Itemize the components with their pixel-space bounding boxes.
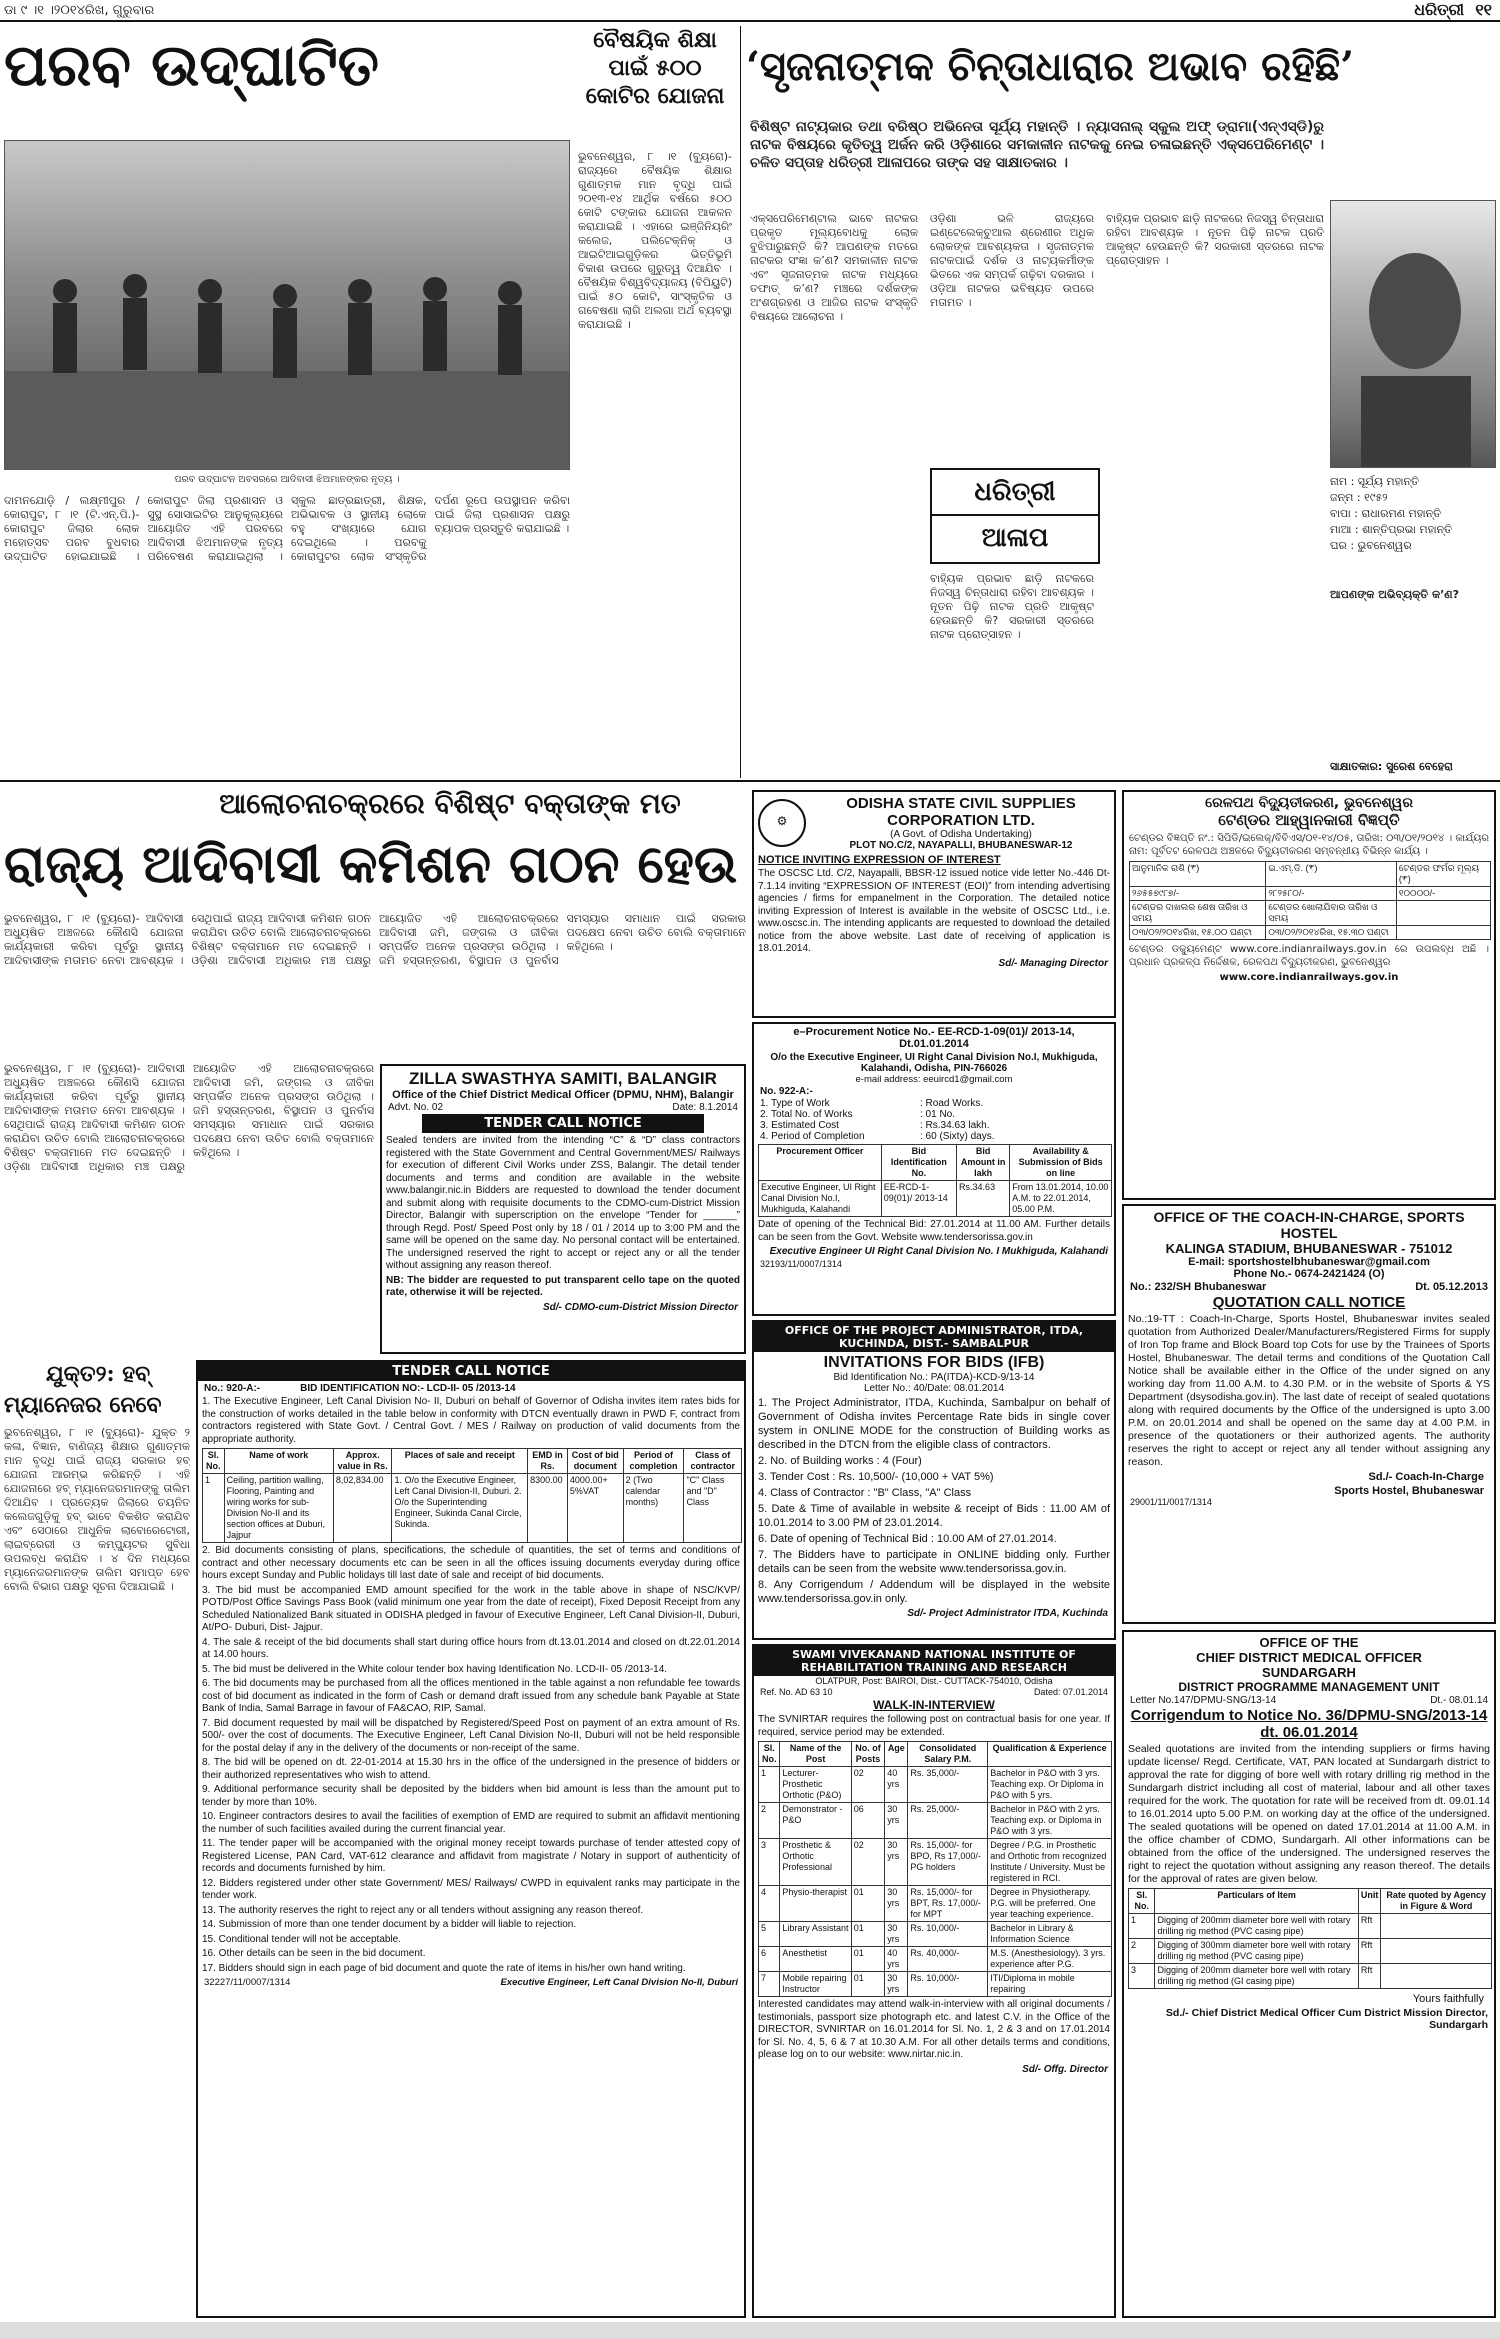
svn-row [759,1767,1112,1803]
ad-duburi-tender [196,1360,746,2318]
svn-row-cell: 30 yrs [885,1839,908,1886]
sng-row-cell: Rft [1358,1939,1381,1964]
railway-table [1129,861,1491,940]
zss-bar: TENDER CALL NOTICE [422,1114,704,1133]
svn-row-cell: 3 [759,1839,780,1886]
oscsc-body: The OSCSC Ltd. C/2, Nayapalli, BBSR-12 issued notice vide letter No.-446 Dt-7.1.14 inviting “EXPRESSION OF INTEREST (EOI)” from intending advertising agencies / firms for empanelment in the Corporation. The detailed notice inviting Expression of Interest is available in the website of OSCSC Ltd., i.e. www.oscsc.in. The intending applicants are requested to download the detailed notice from the above website. Last date of receiving of application is 18.01.2014. [758,868,1110,954]
railway-row-cell: ଟେଣ୍ଡର ଦାଖଲର ଶେଷ ତାରିଖ ଓ ସମୟ [1130,901,1266,926]
eproc-col-header: Availability & Submission of Bids on line [1010,1145,1112,1181]
oscsc-title2: CORPORATION LTD. [887,812,1035,829]
story1-photo [4,140,570,470]
itda-bid-id: Bid Identification No.: PA(ITDA)-KCD-9/13-14 [833,1372,1035,1383]
railway-row-cell: ୦୩/୦୨/୨୦୧୪ରିଖ, ୧୫.୩୦ ଘଣ୍ଟା [1266,926,1397,940]
svn-row-cell: 40 yrs [885,1767,908,1803]
eproc-no: No. 922-A:- [760,1086,813,1097]
dancers-illustration [5,141,570,470]
profile-box: ନାମ : ସୂର୍ଯ୍ୟ ମହାନ୍ତି ଜନ୍ମ : ୧୯୫୨ ବାପା : ରାଧାରମଣ ମହାନ୍ତି ମାଆ : ଶାନ୍ତିପ୍ରଭା ମହାନ୍ତି ଘର : ଭୁବନେଶ୍ୱର [1330,475,1453,552]
sng-col-header: Particulars of Item [1155,1889,1358,1914]
railway-row [1130,901,1491,926]
story3-kicker: ଆଲୋଚନାଚକ୍ରରେ ବିଶିଷ୍ଟ ବକ୍ତାଙ୍କ ମତ [219,787,681,820]
sports-no: No.: 232/SH Bhubaneswar [1130,1281,1267,1293]
sng-row-cell: Rft [1358,1914,1381,1939]
eproc-detail-value: : Rs.34.63 lakh. [920,1120,990,1131]
duburi-item: 4. The sale & receipt of the bid documents shall start during office hours from dt.13.01.2014 and closed on dt.22.01.2014 at 14.00 hours. [202,1636,740,1660]
itda-item: 6. Date of opening of Technical Bid : 10.00 AM of 27.01.2014. [758,1533,1057,1545]
itda-item: 1. The Project Administrator, ITDA, Kuchinda, Sambalpur on behalf of Government of Odisha invites Percentage Rate bids in single cover system in ONLINE MODE for the construction of Building works as described in the DTCN from the eligible class of contractors. [758,1397,1110,1451]
railway-row-cell: ଟେଣ୍ଡର ଫର୍ମର ମୂଲ୍ୟ (₹) [1396,862,1490,887]
profile-name-label: ନାମ [1330,475,1348,488]
sports-body: No.:19-TT : Coach-In-Charge, Sports Hostel, Bhubaneswar invites sealed quotation from Authorized Dealer/Manufacturers/Registered Firms for supply of Iron Top frame and Block Board top Cots for use by the Trainees of Sports Hostel, Bhubaneswar. The detail terms and conditions of the Quotation Call Notice shall be available either in the Office of the under signed on any working day from 11.00 A.M. to 4.30 P.M. or in the website of Sports & YS Department (dsysodisha.gov.in). The last date of receipt of sealed quotations along with required documents by the Office of the undersigned is upto 3.00 P.M. on 20.01.2014 and shall be opened on the same day at 4.00 P.M. in presence of the quotationers or their authorized agents. The authority reserves the right to accept or reject any all tender without assigning any reason. [1128,1313,1490,1468]
story4-body: ଭୁବନେଶ୍ୱର, ୮ ।୧ (ବ୍ୟୁରୋ)- ଯୁକ୍ତ ୨ କଳା, ବିଜ୍ଞାନ, ବାଣିଜ୍ୟ ଶିକ୍ଷାର ଗୁଣାତ୍ମକ ମାନ ବୃଦ୍ଧି ପାଇଁ ରାଜ୍ୟ ସରକାର ହବ୍‌ ଯୋଜନା ଆରମ୍ଭ କରିଛନ୍ତି । ଏହି ଯୋଜନାରେ ହବ୍‌ ମ୍ୟାନେଜରମାନଙ୍କୁ ତାଲିମ ଦିଆଯିବ । ପ୍ରତ୍ୟେକ ଜିଲାରେ ଚୟନିତ କଲେଜଗୁଡ଼ିକୁ ହବ୍‌ ଭାବେ ବିକଶିତ କରାଯିବ ଏବଂ ସେଠାରେ ଆଧୁନିକ ଲାବୋରେଟୋରୀ, ଲାଇବ୍ରେରୀ ଓ କମ୍ପ୍ୟୁଟର ସୁବିଧା ଉପଲବ୍ଧ କରାଯିବ । ୪ ଦିନ ମଧ୍ୟରେ ମ୍ୟାନେଜରମାନଙ୍କ ତାଲିମ ସମାପ୍ତ ହେବ ବୋଲି ବିଭାଗ ପକ୍ଷରୁ ସୂଚନା ଦିଆଯାଇଛି । [4,1426,190,1593]
sng-col-header: Unit [1358,1889,1381,1914]
ad-eprocurement [752,1022,1116,1316]
svn-row [759,1972,1112,1997]
story4-headline: ମ୍ୟାନେଜର ନେବେ [4,1392,162,1418]
duburi-item: 6. The bid documents may be purchased from all the offices mentioned in the table against a non refundable fee towards cost of bid document as indicated in the form of Cash or demand draft issued from any schedule bank Payable at State Bank of India, Samal Barrage in favour of FA&CAO, RIP, Samal. [202,1678,740,1714]
duburi-item: 11. The tender paper will be accompanied with the original money receipt towards purchase of tender attested copy of Registered License, PAN Card, VAT-612 clearance and affidavit from magistrate / Notary in support of authenticity of records and documents furnished by him. [202,1838,740,1874]
svn-heading: WALK-IN-INTERVIEW [873,1698,995,1712]
sng-t2: CHIEF DISTRICT MEDICAL OFFICER [1196,1650,1422,1665]
ad-svnirtar [752,1644,1116,2318]
svn-row-cell: Degree in Physiotherapy. P.G. will be preferred. One year teaching experience. [988,1886,1112,1922]
duburi-item: 15. Conditional tender will not be acceptable. [202,1933,402,1945]
profile-mother: ଶାନ୍ତିପ୍ରଭା ମହାନ୍ତି [1362,523,1453,536]
sng-row-cell: 2 [1129,1939,1155,1964]
itda-heading: INVITATIONS FOR BIDS (IFB) [823,1354,1045,1371]
duburi-cell: 2 (Two calendar months) [623,1474,684,1543]
railway-row-cell: ୨୬୫୫୭୯୮୭/- [1130,887,1266,901]
eproc-detail-key: 4. Period of Completion [760,1131,865,1142]
duburi-item: 13. The authority reserves the right to reject any or all tenders without assigning any reason thereof. [202,1904,644,1916]
eproc-detail-row [760,1131,1108,1142]
sng-row-cell: Digging of 300mm diameter bore well with rotary drilling rig method (PVC casing pipe) [1155,1939,1358,1964]
interview-question: ଆପଣଙ୍କ ଅଭିବ୍ୟକ୍ତି କ’ଣ? [1330,588,1459,601]
sports-sign1: Sd./- Coach-In-Charge [1368,1471,1484,1483]
sng-yours: Yours faithfully [1412,1993,1484,2005]
dharitri-alap-badge [930,468,1100,564]
profile-father: ରାଧାରମଣ ମହାନ୍ତି [1361,507,1442,520]
svn-date: Dated: 07.01.2014 [1033,1687,1108,1697]
svn-row [759,1886,1112,1922]
sng-row [1129,1964,1492,1989]
story2-headline: ବୈଷୟିକ ଶିକ୍ଷା ପାଇଁ ୫୦୦ କୋଟିର ଯୋଜନା [585,27,725,109]
profile-name: ସୂର୍ଯ୍ୟ ମହାନ୍ତି [1357,475,1419,488]
svn-row-cell: M.S. (Anesthesiology). 3 yrs. experience after P.G. [988,1947,1112,1972]
duburi-col-header: Period of completion [623,1449,684,1474]
zss-nb: NB: The bidder are requested to put transparent cello tape on the quoted rate, otherwise it will be rejected. [386,1274,740,1298]
eproc-cell: EE-RCD-1-09(01)/ 2013-14 [881,1181,956,1217]
eproc-detail-row [760,1120,1108,1131]
duburi-item1: 1. The Executive Engineer, Left Canal Division No- II, Duburi on behalf of Governor of Odisha invites item rates bids for the construction of works detailed in the table below in conformity with DTCN eventually drawn in PWD F, contract from contractors registered with State Govt. / Central Govt. / MES / Railway on production of valid documents from the appropriate authority. [202,1396,740,1445]
profile-father-label: ବାପା [1330,507,1351,520]
railway-foot: ଟେଣ୍ଡର ଡକ୍ୟୁମେଣ୍ଟ www.core.indianrailways.gov.in ରେ ଉପଲବ୍ଧ ଅଛି । ପ୍ରଧାନ ପ୍ରକଳ୍ପ ନିର୍ଦ୍ଦେଶକ, ରେଳପଥ ବିଦ୍ୟୁତୀକରଣ, ଭୁବନେଶ୍ୱର [1129,944,1489,968]
svn-row-cell: 01 [851,1947,885,1972]
svn-row-cell: Rs. 25,000/- [908,1803,988,1839]
duburi-col-header: Name of work [224,1449,333,1474]
svn-row-cell: ITI/Diploma in mobile repairing [988,1972,1112,1997]
interview-col2b: ବାହ୍ୟିକ ପ୍ରଭାବ ଛାଡ଼ି ନାଟକରେ ନିଜସ୍ୱ ଚିନ୍ତାଧାରା ରହିବା ଆବଶ୍ୟକ । ନୂତନ ପିଢ଼ି ନାଟକ ପ୍ରତି ଆକୃଷ୍ଟ ହେଉଛନ୍ତି କି? ସରକାରୀ ସ୍ତରରେ ନାଟକ ପ୍ରୋତ୍ସାହନ । [930,572,1094,641]
railway-heading2: ଟେଣ୍ଡର ଆହ୍ୱାନକାରୀ ବିଜ୍ଞପ୍ତି [1218,811,1400,829]
svn-row-cell: Rs. 10,000/- [908,1972,988,1997]
sng-sign: Sd./- Chief District Medical Officer Cum District Mission Director, Sundargarh [1165,2007,1488,2031]
duburi-item: 2. Bid documents consisting of plans, specifications, the schedule of quantities, the set of terms and conditions of contract and other necessary documents etc can be seen in all the offices issuing documents everyday during office hours except Sunday and Public holidays till last date of sale and receipt of bid documents. [202,1545,740,1581]
zss-advt-no: Advt. No. 02 [388,1102,444,1113]
eproc-email: e-mail address: eeuircd1@gmail.com [855,1074,1013,1085]
sng-row-cell [1381,1939,1492,1964]
eproc-col-header: Bid Identification No. [881,1145,956,1181]
author-photo [1330,200,1496,468]
svn-row-cell: Rs. 35,000/- [908,1767,988,1803]
railway-row-cell [1396,926,1490,940]
sports-dt: Dt. 05.12.2013 [1415,1281,1488,1293]
duburi-bar: TENDER CALL NOTICE [198,1362,744,1381]
sports-title: OFFICE OF THE COACH-IN-CHARGE, SPORTS HOSTEL [1153,1209,1465,1241]
svn-row-cell: Library Assistant [780,1922,851,1947]
duburi-item: 16. Other details can be seen in the bid document. [202,1948,426,1959]
oscsc-plot: PLOT NO.C/2, NAYAPALLI, BHUBANESWAR-12 [849,840,1073,851]
railway-website: www.core.indianrailways.gov.in [1219,972,1399,983]
svn-row-cell: 7 [759,1972,780,1997]
svn-row-cell: Mobile repairing Instructor [780,1972,851,1997]
oscsc-heading: NOTICE INVITING EXPRESSION OF INTEREST [758,854,1001,866]
svn-row-cell: Rs. 15,000/- for BPO, Rs 17,000/- PG holders [908,1839,988,1886]
svn-row-cell: 02 [851,1839,885,1886]
svn-title: SWAMI VIVEKANAND NATIONAL INSTITUTE OF REHABILITATION TRAINING AND RESEARCH [754,1646,1114,1676]
sng-letter: Letter No.147/DPMU-SNG/13-14 [1130,1695,1277,1706]
ad-itda [752,1320,1116,1640]
story3-headline: ରାଜ୍ୟ ଆଦିବାସୀ କମିଶନ ଗଠନ ହେଉ [4,834,738,895]
zss-date: Date: 8.1.2014 [672,1102,738,1113]
eproc-col-header: Bid Amount in lakh [957,1145,1010,1181]
svn-table [758,1741,1112,1997]
eproc-detail-row [760,1098,1108,1109]
svn-col-header: Name of the Post [780,1742,851,1767]
portrait-illustration [1331,201,1496,468]
railway-heading1: ରେଳପଥ ବିଦ୍ୟୁତୀକରଣ, ଭୁବନେଶ୍ୱର [1205,795,1413,811]
svn-row-cell: 30 yrs [885,1922,908,1947]
ad-zss-balangir [380,1064,746,1354]
railway-row-cell: ଇ.ଏମ୍‌.ଡି. (₹) [1266,862,1397,887]
story2-body: ଭୁବନେଶ୍ୱର, ୮ ।୧ (ବ୍ୟୁରୋ)- ରାଜ୍ୟରେ ବୈଷୟିକ ଶିକ୍ଷାର ଗୁଣାତ୍ମକ ମାନ ବୃଦ୍ଧି ପାଇଁ ୨୦୧୩-୧୪ ଆର୍ଥିକ ବର୍ଷରେ ୫୦୦ କୋଟି ଟଙ୍କାର ଯୋଜନା ଆକଳନ କରାଯାଇଛି । ଏହାରେ ଇଞ୍ଜିନିୟରିଂ କଲେଜ, ପଲିଟେକ୍‌ନିକ୍‌ ଓ ଆଇଟିଆଇଗୁଡ଼ିକର ଭିତ୍ତିଭୂମି ବିକାଶ ଉପରେ ଗୁରୁତ୍ୱ ଦିଆଯିବ । ବୈଷୟିକ ବିଶ୍ୱବିଦ୍ୟାଳୟ (ବିପିୟୁଟି) ପାଇଁ ୫୦ କୋଟି, ସାଂସ୍କୃତିକ ଓ ଗବେଷଣା ଲାଗି ଅଲଗା ଅର୍ଥ ବ୍ୟବସ୍ଥା କରାଯାଇଛି । [578,150,732,331]
interview-headline: ‘ସୃଜନାତ୍ମକ ଚିନ୍ତାଧାରାର ଅଭାବ ରହିଛି’ [746,43,1355,90]
svn-row-cell: Prosthetic & Orthotic Professional [780,1839,851,1886]
duburi-cell: 4000.00+ 5%VAT [567,1474,623,1543]
sports-sign2: Sports Hostel, Bhubaneswar [1334,1485,1484,1497]
duburi-item: 10. Engineer contractors desires to avail the facilities of exemption of EMD are required to submit an affidavit mentioning the number of such facilities availed during the current financial year. [202,1811,740,1835]
svn-row-cell: Rs. 10,000/- [908,1922,988,1947]
sng-table [1128,1888,1492,1989]
svn-sub: OLATPUR, Post: BAIROI, Dist.- CUTTACK-754010, Odisha [815,1676,1053,1686]
duburi-cell: 1 [203,1474,225,1543]
page-date: ଡା ୯ ।୧ ।୨୦୧୪ରିଖ, ଗୁରୁବାର [4,3,155,18]
itda-item: 4. Class of Contractor : "B" Class, "A" Class [758,1487,972,1499]
railway-row-cell: ୦୩/୦୨/୨୦୧୪ରିଖ, ୧୫.୦୦ ଘଣ୍ଟା [1130,926,1266,940]
sng-row-cell: Digging of 200mm diameter bore well with rotary drilling rig method (GI casing pipe) [1155,1964,1358,1989]
itda-item: 5. Date & Time of available in website & receipt of Bids : 11.00 AM of 10.01.2014 to 3.00 PM of 23.01.2014. [758,1503,1110,1529]
sports-heading: QUOTATION CALL NOTICE [1212,1294,1406,1311]
itda-item: 2. No. of Building works : 4 (Four) [758,1455,922,1467]
svn-row-cell: 01 [851,1972,885,1997]
railway-row-cell: ଆନୁମାନିକ ରାଶି (₹) [1130,862,1266,887]
itda-letter: Letter No.: 40/Date: 08.01.2014 [863,1383,1005,1394]
itda-item: 8. Any Corrigendum / Addendum will be displayed in the website www.tendersorissa.gov.in only. [758,1579,1110,1605]
svn-row-cell: Degree / P.G. in Prosthetic and Orthotic from recognized Institute / University. Must be registered in RCI. [988,1839,1112,1886]
sng-row [1129,1914,1492,1939]
ad-sundargarh [1122,1630,1496,2318]
eproc-office: O/o the Executive Engineer, UI Right Canal Division No.I, Mukhiguda, Kalahandi, Odisha, PIN-766026 [770,1052,1098,1074]
interview-col2: ଓଡ଼ିଶା ଭଳି ରାଜ୍ୟରେ ଇଣ୍ଟେଲେକ୍‌ଚୁଆଲ ଶ୍ରେଣୀର ଅଧିକ ଲୋକଙ୍କ ଆବଶ୍ୟକତା । ସୃଜନାତ୍ମକ ନାଟକପାଇଁ ଦର୍ଶକ ଓ ନାଟ୍ୟକର୍ମୀଙ୍କ ଭିତରେ ଏକ ସମ୍ପର୍କ ଗଢ଼ିବା ଦରକାର । ଓଡ଼ିଆ ନାଟକର ଭବିଷ୍ୟତ ଉପରେ ମତାମତ । [930,212,1094,309]
duburi-cell: Ceiling, partition walling, Flooring, Painting and wiring works for sub-Division No-II and its section offices at Duburi, Jajpur [224,1474,333,1543]
svn-row-cell: 02 [851,1767,885,1803]
svn-col-header: Qualification & Experience [988,1742,1112,1767]
svn-row-cell: 01 [851,1922,885,1947]
sng-t1: OFFICE OF THE [1259,1635,1359,1650]
svn-row-cell: Demonstrator - P&O [780,1803,851,1839]
profile-birth: ୧୯୫୨ [1364,491,1388,504]
page-footer-strip [0,2322,1500,2339]
duburi-col-header: EMD in Rs. [528,1449,568,1474]
duburi-item: 14. Submission of more than one tender document by a bidder will liable to rejection. [202,1919,577,1930]
paper-name: ଧରିତ୍ରୀ [1414,0,1465,19]
svn-row-cell: 30 yrs [885,1972,908,1997]
svn-row-cell: Lecturer-Prosthetic Orthotic (P&O) [780,1767,851,1803]
sng-body: Sealed quotations are invited from the intending suppliers or firms having update license/ Regd. Certificate, VAT, PAN located at Sundargarh district to approval the rate for digging of bore well with rotary drilling rig method in the Sundargarh district including all cost of material, labour and all other taxes required for the work. The quotation for rate will be received from dt. 09.01.14 to 16.01.2014 upto 5.00 P.M. on working day at the office of the undersigned. The sealed quotations will be opened on dated 17.01.2014 at 11.00 A.M. in the office chamber of CDMO, Sundargarh. All other informations can be obtained from the office of the undersigned. The undersigned reserves the right to reject the quotation without assigning any reason thereof. The details for the approval of rates are given below. [1128,1743,1490,1885]
eproc-detail-key: 3. Estimated Cost [760,1120,839,1131]
eproc-detail-value: : 01 No. [920,1109,956,1120]
railway-body: ଟେଣ୍ଡର ବିଜ୍ଞପ୍ତି ନଂ.: ସିପିଡି/ଇଲେକ୍/ବିବିଏସ/୦୧-୧୪/୦୫, ତାରିଖ: ୦୩/୦୧/୨୦୧୪ । କାର୍ଯ୍ୟର ନାମ: ପୂର୍ବତଟ ରେଳପଥ ଅଞ୍ଚଳରେ ବିଦ୍ୟୁତୀକରଣ ସମ୍ବନ୍ଧୀୟ ବିଭିନ୍ନ କାର୍ଯ୍ୟ । [1129,833,1489,857]
duburi-col-header: Class of contractor [684,1449,742,1474]
duburi-cell: 1. O/o the Executive Engineer, Left Canal Division-II, Duburi. 2. O/o the Superintending Engineer, Sukinda Canal Circle, Sukinda. [392,1474,528,1543]
svn-row-cell: 30 yrs [885,1803,908,1839]
svn-row-cell: 5 [759,1922,780,1947]
duburi-cell: "C" Class and "D" Class [684,1474,742,1543]
railway-row [1130,926,1491,940]
oscsc-title1: ODISHA STATE CIVIL SUPPLIES [846,795,1076,812]
sng-row [1129,1939,1492,1964]
sports-phone: Phone No.- 0674-2421424 (O) [1233,1268,1385,1280]
svn-row-cell: Bachelor in Library & Information Science [988,1922,1112,1947]
page-header [0,0,1500,22]
svn-row-cell: Rs. 15,000/- for BPT, Rs. 17,000/- for MPT [908,1886,988,1922]
svn-row-cell: 2 [759,1803,780,1839]
duburi-no: No.: 920-A:- [204,1383,261,1394]
profile-mother-label: ମାଆ [1330,523,1352,536]
interview-col1: ଏକ୍‌ସପେରିମେଣ୍ଟାଲ ଭାବେ ନାଟକର ପ୍ରକୃତ ମୂଲ୍ୟବୋଧକୁ ଲୋକ ବୁଝିପାରୁଛନ୍ତି କି? ଆପଣଙ୍କ ମତରେ ନାଟକର ସଂଜ୍ଞା କ’ଣ? ସମକାଳୀନ ନାଟକ ଏବଂ ସୃଜନାତ୍ମକ ନାଟକ ମଧ୍ୟରେ ତଫାତ୍‌ କ’ଣ? ମଞ୍ଚରେ ଦର୍ଶକଙ୍କ ଅଂଶଗ୍ରହଣ ଓ ଆଜିର ନାଟକ ସଂସ୍କୃତି ବିଷୟରେ ଆଲୋଚନା । [750,212,918,323]
sports-code: 29001/11/0017/1314 [1130,1497,1212,1507]
duburi-item: 5. The bid must be delivered in the White colour tender box having Identification No. LCD-II- 05 /2013-14. [202,1663,668,1675]
duburi-item: 3. The bid must be accompanied EMD amount specified for the work in the table above in shape of NSC/KVP/ POTD/Post Office Savings Pass Book (valid minimum one year from the date of receipt), Fixed Deposit Receipt from any Scheduled Nationalized Bank situated in ODISHA pledged in favour of Executive Engineer, Left Canal Division-II, Duburi, At/PO- Duburi, Dist- Jajpur. [202,1584,740,1633]
interview-intro: ବିଶିଷ୍ଟ ନାଟ୍ୟକାର ତଥା ବରିଷ୍ଠ ଅଭିନେତା ସୂର୍ଯ୍ୟ ମହାନ୍ତି । ନ୍ୟାସନାଲ୍ ସ୍କୁଲ ଅଫ୍ ଡ୍ରାମା(ଏନ୍‌ଏସ୍‌ଡି)ରୁ ନାଟକ ବିଷୟରେ କୃତିତ୍ୱ ଅର୍ଜନ କରି ଓଡ଼ିଶାରେ ସମକାଳୀନ ନାଟକକୁ ନେଇ ଚଳାଇଛନ୍ତି ଏକ୍‌ସପେରିମେଣ୍ଟ । ଚଳିତ ସପ୍ତାହ ଧରିତ୍ରୀ ଆଳାପରେ ତାଙ୍କ ସହ ସାକ୍ଷାତକାର । [750,119,1324,171]
svn-row [759,1922,1112,1947]
duburi-sign: Executive Engineer, Left Canal Division No-II, Duburi [500,1977,738,1988]
railway-row-cell: ଟେଣ୍ଡର ଖୋଲାଯିବାର ତାରିଖ ଓ ସମୟ [1266,901,1397,926]
svn-row-cell: Physio-therapist [780,1886,851,1922]
sports-email: E-mail: sportshostelbhubaneswar@gmail.com [1188,1256,1430,1268]
eproc-col-header: Procurement Officer [759,1145,882,1181]
svn-row-cell: Bachelor in P&O with 2 yrs. Teaching exp. or Diploma in P&O with 3 yrs. [988,1803,1112,1839]
svn-row-cell: 6 [759,1947,780,1972]
duburi-code: 32227/11/0007/1314 [204,1977,291,1988]
duburi-item: 9. Additional performance security shall be deposited by the bidders when bid amount is less than the amount put to tender by more than 10%. [202,1784,740,1808]
svn-col-header: Sl. No. [759,1742,780,1767]
duburi-col-header: Sl. No. [203,1449,225,1474]
eproc-sign: Executive Engineer UI Right Canal Division No. I Mukhiguda, Kalahandi [769,1246,1108,1257]
sng-row-cell [1381,1964,1492,1989]
interview-credit: ସାକ୍ଷାତକାର: ସୁରେଶ ବେହେରା [1330,760,1453,773]
story1-body: ଦାମନଯୋଡ଼ି / ଲକ୍ଷ୍ମୀପୁର / କୋରାପୁଟ, ୮ ।୧ (ଟି.ଏନ୍‌.ପି.)- କୋରାପୁଟ ଜିଲାର ଲୋକ ମହୋତ୍ସବ ପରବ ବୁଧବାର ଉଦ୍‌ଘାଟିତ ହୋଇଯାଇଛି । କୋରାପୁଟ ଜିଲା ପ୍ରଶାସନ ଓ ସୁସ୍ଥ ସୋସାଇଟିର ଆନୁକୂଲ୍ୟରେ ଆୟୋଜିତ ଏହି ପରବରେ ଆଦିବାସୀ ଝିଅମାନଙ୍କ ନୃତ୍ୟ ପରିବେଷଣ କରାଯାଇଥିଲା । ସ୍କୁଲ ଛାତ୍ରଛାତ୍ରୀ, ଶିକ୍ଷକ, ଅଭିଭାବକ ଓ ସ୍ଥାନୀୟ ଲୋକେ ବହୁ ସଂଖ୍ୟାରେ ଯୋଗ ଦେଇଥିଲେ । ପରବକୁ କୋରାପୁଟର ଲୋକ ସଂସ୍କୃତିର ଦର୍ପଣ ରୂପେ ଉପସ୍ଥାପନ କରିବା ପାଇଁ ଜିଲା ପ୍ରଶାସନ ପକ୍ଷରୁ ବ୍ୟାପକ ପ୍ରସ୍ତୁତି କରାଯାଇଛି । [4,494,570,563]
section-rule [0,780,1500,782]
zss-sign: Sd/- CDMO-cum-District Mission Director [542,1301,738,1313]
svn-row-cell: 4 [759,1886,780,1922]
duburi-item: 8. The bid will be opened on dt. 22-01-2014 at 15.30 hrs in the office of the undersigned in the presence of bidders or their authorized representatives who wish to attend. [202,1757,740,1781]
story4-kicker: ଯୁକ୍ତ୨: ହବ୍‌ [45,1361,151,1387]
eproc-detail-value: : Road Works. [920,1098,984,1109]
railway-row-cell: ୨୮୨୫୮୦/- [1266,887,1397,901]
sng-row-cell: 1 [1129,1914,1155,1939]
badge-line1: ଧରିତ୍ରୀ [974,477,1056,507]
eproc-foot: Date of opening of the Technical Bid: 27.01.2014 at 11.00 AM. Further details can be seen from the Govt. Website www.tendersorissa.gov.in [758,1219,1110,1243]
svn-col-header: Age [885,1742,908,1767]
sng-col-header: Sl. No. [1129,1889,1155,1914]
sng-t4: DISTRICT PROGRAMME MANAGEMENT UNIT [1178,1680,1440,1694]
duburi-cell: 8300.00 [528,1474,568,1543]
eproc-cell: From 13.01.2014, 10.00 A.M. to 22.01.2014, 05.00 P.M. [1010,1181,1112,1217]
profile-home: ଭୁବନେଶ୍ୱର [1357,539,1412,552]
svn-row [759,1803,1112,1839]
svn-row-cell: Anesthetist [780,1947,851,1972]
story1-caption: ପରବ ଉଦ୍‌ଘାଟନ ଅବସରରେ ଆଦିବାସୀ ଝିଅମାନଙ୍କର ନୃତ୍ୟ । [174,474,400,485]
sng-row-cell: 3 [1129,1964,1155,1989]
railway-row-cell [1396,901,1490,926]
railway-row [1130,887,1491,901]
duburi-col-header: Places of sale and receipt [392,1449,528,1474]
svn-row-cell: 1 [759,1767,780,1803]
railway-row-cell: ୧୦୦୦୦/- [1396,887,1490,901]
ad-oscsc [752,790,1116,1018]
svn-adno: Ref. No. AD 63 10 [760,1687,833,1697]
svn-col-header: No. of Posts [851,1742,885,1767]
svn-sign: Sd/- Offg. Director [1022,2063,1108,2075]
eproc-code: 32193/11/0007/1314 [760,1259,842,1269]
svn-row-cell: 01 [851,1886,885,1922]
svn-foot: Interested candidates may attend walk-in-interview with all original documents / testimonials, passport size photograph etc. and latest C.V. in the Office of the DIRECTOR, SVNIRTAR on 16.01.2014 for Sl. No. 1, 2 & 3 and on 17.01.2014 for Sl. No. 4, 5, 6 & 7 at 10.30 A.M. For all other details terms and conditions, please log on to our website: www.nirtar.nic.in. [758,1999,1110,2060]
itda-item: 3. Tender Cost : Rs. 10,500/- (10,000 + VAT 5%) [758,1471,994,1483]
eproc-detail-row [760,1109,1108,1120]
profile-birth-label: ଜନ୍ମ [1330,491,1354,504]
sports-address: KALINGA STADIUM, BHUBANESWAR - 751012 [1165,1241,1453,1256]
duburi-item: 17. Bidders should sign in each page of bid document and quote the rate of items in his/her own hand writing. [202,1962,686,1974]
itda-sign: Sd/- Project Administrator ITDA, Kuchinda [907,1608,1108,1619]
svn-row-cell: 30 yrs [885,1886,908,1922]
railway-row [1130,862,1491,887]
duburi-cell: 8,02,834.00 [333,1474,392,1543]
page-number: ୧୧ [1475,0,1492,19]
itda-title: OFFICE OF THE PROJECT ADMINISTRATOR, ITDA, KUCHINDA, DIST.- SAMBALPUR [754,1322,1114,1352]
ad-sports-hostel [1122,1204,1496,1624]
eproc-table [758,1144,1112,1217]
oscsc-sub: (A Govt. of Odisha Undertaking) [890,829,1032,840]
zss-title: ZILLA SWASTHYA SAMITI, BALANGIR [409,1069,717,1088]
duburi-item: 12. Bidders registered under other state Government/ MES/ Railways/ CWPD in equivalent ranks may participate in the tender work. [202,1877,740,1901]
duburi-bid: BID IDENTIFICATION NO:- LCD-II- 05 /2013-14 [300,1383,516,1394]
eproc-cell: Executive Engineer, UI Right Canal Division No.I, Mukhiguda, Kalahandi [759,1181,882,1217]
sng-heading: Corrigendum to Notice No. 36/DPMU-SNG/2013-14 dt. 06.01.2014 [1130,1707,1488,1741]
itda-item: 7. The Bidders have to participate in ONLINE bidding only. Further details can be seen from the website www.tendersorissa.gov.in. [758,1549,1110,1575]
sng-row-cell: Digging of 200mm diameter bore well with rotary drilling rig method (PVC casing pipe) [1155,1914,1358,1939]
svn-row [759,1839,1112,1886]
svn-col-header: Consolidated Salary P.M. [908,1742,988,1767]
svn-row-cell: Bachelor in P&O with 3 yrs. Teaching exp. Or Diploma in P&O with 5 yrs. [988,1767,1112,1803]
eproc-cell: Rs.34.63 [957,1181,1010,1217]
story3-body: ଭୁବନେଶ୍ୱର, ୮ ।୧ (ବ୍ୟୁରୋ)- ଆଦିବାସୀ ଅଧ୍ୟୁଷିତ ଅଞ୍ଚଳରେ କୌଣସି ଯୋଜନା କାର୍ଯ୍ୟକାରୀ କରିବା ପୂର୍ବରୁ ସ୍ଥାନୀୟ ଆଦିବାସୀଙ୍କ ମତାମତ ନେବା ଆବଶ୍ୟକ । ସେଥିପାଇଁ ରାଜ୍ୟ ଆଦିବାସୀ କମିଶନ ଗଠନ କରାଯିବା ଉଚିତ ବୋଲି ଆଲୋଚନାଚକ୍ରରେ ବିଶିଷ୍ଟ ବକ୍ତାମାନେ ମତ ଦେଇଛନ୍ତି । ଓଡ଼ିଶା ଆଦିବାସୀ ଅଧିକାର ମଞ୍ଚ ପକ୍ଷରୁ ଆୟୋଜିତ ଏହି ଆଲୋଚନାଚକ୍ରରେ ଆଦିବାସୀ ଜମି, ଜଙ୍ଗଲ ଓ ଜୀବିକା ସମ୍ପର୍କିତ ଅନେକ ପ୍ରସଙ୍ଗ ଉଠିଥିଲା । ଜମି ହସ୍ତାନ୍ତରଣ, ବିସ୍ଥାପନ ଓ ପୁନର୍ବାସ ସମସ୍ୟାର ସମାଧାନ ପାଇଁ ସରକାର ପଦକ୍ଷେପ ନେବା ଉଚିତ ବୋଲି ବକ୍ତାମାନେ କହିଥିଲେ । [4,912,746,967]
duburi-table [202,1448,742,1543]
sng-dt: Dt.- 08.01.14 [1430,1695,1488,1706]
zss-office: Office of the Chief District Medical Officer (DPMU, NHM), Balangir [392,1089,734,1101]
svn-row-cell: 06 [851,1803,885,1839]
sng-row-cell [1381,1914,1492,1939]
eproc-detail-key: 2. Total No. of Works [760,1109,853,1120]
svn-intro: The SVNIRTAR requires the following post on contractual basis for one year. If required, service period may be extended. [758,1714,1110,1738]
svn-row-cell: Rs. 40,000/- [908,1947,988,1972]
column-rule [740,26,741,778]
eproc-detail-value: : 60 (Sixty) days. [920,1131,995,1142]
svn-row [759,1947,1112,1972]
ad-railway [1122,790,1496,1200]
svn-row-cell: 40 yrs [885,1947,908,1972]
eproc-title: e–Procurement Notice No.- EE-RCD-1-09(01)/ 2013-14, Dt.01.01.2014 [793,1026,1075,1050]
interview-col3: ବାହ୍ୟିକ ପ୍ରଭାବ ଛାଡ଼ି ନାଟକରେ ନିଜସ୍ୱ ଚିନ୍ତାଧାରା ରହିବା ଆବଶ୍ୟକ । ନୂତନ ପିଢ଼ି ନାଟକ ପ୍ରତି ଆକୃଷ୍ଟ ହେଉଛନ୍ତି କି? ସରକାରୀ ସ୍ତରରେ ନାଟକ ପ୍ରୋତ୍ସାହନ । [1106,212,1324,267]
eproc-detail-key: 1. Type of Work [760,1098,830,1109]
sng-col-header: Rate quoted by Agency in Figure & Word [1381,1889,1492,1914]
sng-t3: SUNDARGARH [1262,1665,1356,1680]
zss-body: Sealed tenders are invited from the intending “C” & “D” class contractors registered with the State Government and Central Government/MES/ Railways for execution of different Civil Works under ZSS, Balangir. The detail tender documents and terms and condition are available in the website www.balangir.nic.in Bidders are requested to download the tender document and submit along with requisite documents to the CDMO-cum-District Mission Director, Balangir with superscription on the envelope “Tender for ______” through Regd. Post/ Speed Post only by 18 / 01 / 2014 up to 3:00 PM and the same will be opened on the same day. No personal contact will be entertained. The undersigned reserved the right to accept or reject any or all the tender without assigning any reason thereof. [386,1135,740,1271]
story1-headline: ପରବ ଉଦ୍‌ଘାଟିତ [4,31,380,99]
sng-row-cell: Rft [1358,1964,1381,1989]
duburi-col-header: Cost of bid document [567,1449,623,1474]
profile-home-label: ଘର [1330,539,1347,552]
duburi-col-header: Approx. value in Rs. [333,1449,392,1474]
oscsc-logo-icon: ⚙ [758,799,806,847]
duburi-item: 7. Bid document requested by mail will be dispatched by Registered/Speed Post on payment of an extra amount of Rs. 500/- over the cost of documents. The Executive Engineer, Left Canal Division No-II, Duburi will not be held responsible for the postal delay if any in the delivery of the documents or non-receipt of the same. [202,1717,740,1754]
story3-body-cont: ଭୁବନେଶ୍ୱର, ୮ ।୧ (ବ୍ୟୁରୋ)- ଆଦିବାସୀ ଅଧ୍ୟୁଷିତ ଅଞ୍ଚଳରେ କୌଣସି ଯୋଜନା କାର୍ଯ୍ୟକାରୀ କରିବା ପୂର୍ବରୁ ସ୍ଥାନୀୟ ଆଦିବାସୀଙ୍କ ମତାମତ ନେବା ଆବଶ୍ୟକ । ସେଥିପାଇଁ ରାଜ୍ୟ ଆଦିବାସୀ କମିଶନ ଗଠନ କରାଯିବା ଉଚିତ ବୋଲି ଆଲୋଚନାଚକ୍ରରେ ବିଶିଷ୍ଟ ବକ୍ତାମାନେ ମତ ଦେଇଛନ୍ତି । ଓଡ଼ିଶା ଆଦିବାସୀ ଅଧିକାର ମଞ୍ଚ ପକ୍ଷରୁ ଆୟୋଜିତ ଏହି ଆଲୋଚନାଚକ୍ରରେ ଆଦିବାସୀ ଜମି, ଜଙ୍ଗଲ ଓ ଜୀବିକା ସମ୍ପର୍କିତ ଅନେକ ପ୍ରସଙ୍ଗ ଉଠିଥିଲା । ଜମି ହସ୍ତାନ୍ତରଣ, ବିସ୍ଥାପନ ଓ ପୁନର୍ବାସ ସମସ୍ୟାର ସମାଧାନ ପାଇଁ ସରକାର ପଦକ୍ଷେପ ନେବା ଉଚିତ ବୋଲି ବକ୍ତାମାନେ କହିଥିଲେ । [4,1062,374,1173]
badge-line2: ଆଳାପ [932,514,1098,560]
oscsc-sign: Sd/- Managing Director [998,957,1108,969]
